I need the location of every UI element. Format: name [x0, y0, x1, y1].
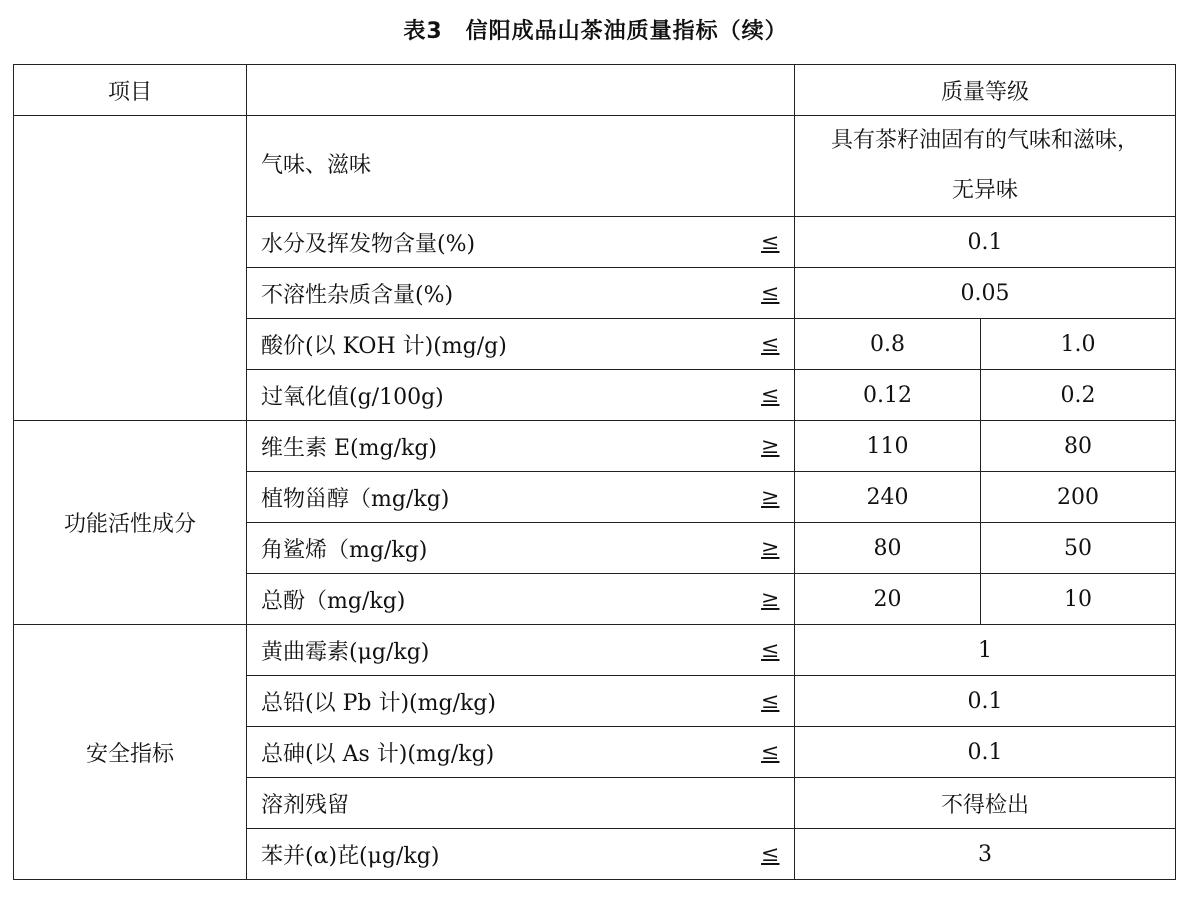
row-value: 0.1	[795, 217, 1176, 268]
row-value: 1	[795, 625, 1176, 676]
row-value: 具有茶籽油固有的气味和滋味，无异味	[795, 116, 1176, 217]
row-value-grade2: 10	[981, 574, 1176, 625]
row-item: 气味、滋味	[247, 116, 795, 217]
table-row	[14, 421, 1176, 472]
row-sign: ≥	[747, 574, 795, 625]
row-sign: ≤	[747, 829, 795, 880]
table-row	[14, 116, 1176, 217]
table-title: 表3 信阳成品山茶油质量指标（续）	[403, 19, 788, 44]
row-value: 不得检出	[795, 778, 1176, 829]
row-item: 黄曲霉素(μg/kg)	[247, 625, 747, 676]
quality-table	[13, 64, 1176, 880]
row-item: 苯并(α)芘(μg/kg)	[247, 829, 747, 880]
row-item: 不溶性杂质含量(%)	[247, 268, 747, 319]
row-value-grade1: 240	[795, 472, 981, 523]
row-value: 3	[795, 829, 1176, 880]
row-value-grade2: 80	[981, 421, 1176, 472]
row-sign: ≤	[747, 625, 795, 676]
row-item: 酸价(以 KOH 计)(mg/g)	[247, 319, 747, 370]
row-sign: ≥	[747, 523, 795, 574]
row-item: 溶剂残留	[247, 778, 795, 829]
row-item: 角鲨烯（mg/kg)	[247, 523, 747, 574]
row-item: 总砷(以 As 计)(mg/kg)	[247, 727, 747, 778]
row-sign: ≤	[747, 370, 795, 421]
row-sign: ≤	[747, 727, 795, 778]
row-sign: ≥	[747, 421, 795, 472]
row-value-grade2: 0.2	[981, 370, 1176, 421]
header-row	[14, 65, 1176, 116]
row-sign: ≤	[747, 268, 795, 319]
row-item: 过氧化值(g/100g)	[247, 370, 747, 421]
table-row	[14, 625, 1176, 676]
row-value-grade1: 20	[795, 574, 981, 625]
row-item: 植物甾醇（mg/kg)	[247, 472, 747, 523]
row-item: 维生素 E(mg/kg)	[247, 421, 747, 472]
row-sign: ≤	[747, 217, 795, 268]
row-value: 0.05	[795, 268, 1176, 319]
row-sign: ≤	[747, 319, 795, 370]
row-sign: ≥	[747, 472, 795, 523]
row-value-grade2: 200	[981, 472, 1176, 523]
header-blank	[247, 65, 795, 116]
row-sign: ≤	[747, 676, 795, 727]
header-grade: 质量等级	[795, 65, 1176, 116]
row-value: 0.1	[795, 727, 1176, 778]
row-item: 水分及挥发物含量(%)	[247, 217, 747, 268]
group-safety: 安全指标	[14, 625, 247, 880]
group-sensory	[14, 116, 247, 421]
row-item: 总酚（mg/kg)	[247, 574, 747, 625]
row-value-grade1: 80	[795, 523, 981, 574]
row-value-grade1: 0.12	[795, 370, 981, 421]
row-value: 0.1	[795, 676, 1176, 727]
row-value-grade1: 0.8	[795, 319, 981, 370]
row-value-grade2: 1.0	[981, 319, 1176, 370]
row-value-grade1: 110	[795, 421, 981, 472]
group-functional: 功能活性成分	[14, 421, 247, 625]
header-item: 项目	[14, 65, 247, 116]
row-value-grade2: 50	[981, 523, 1176, 574]
row-item: 总铅(以 Pb 计)(mg/kg)	[247, 676, 747, 727]
